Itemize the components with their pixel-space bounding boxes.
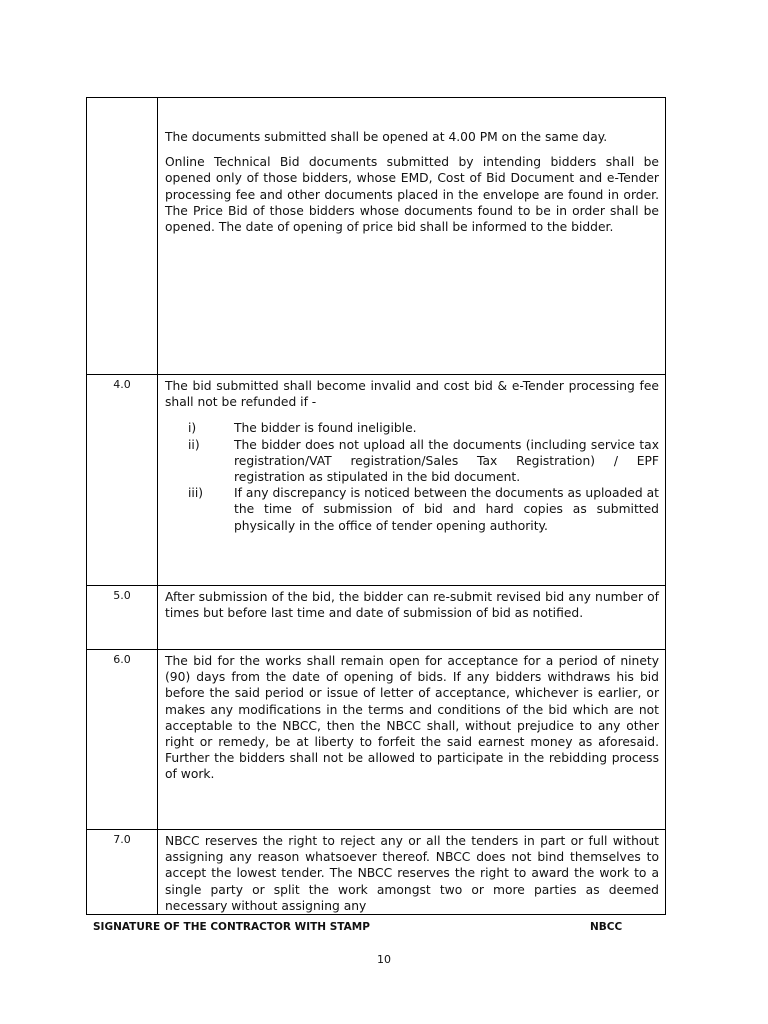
clause-paragraph: After submission of the bid, the bidder can re-submit revised bid any number of times but before last time and date of submission of bid as notified.	[165, 590, 659, 621]
organization-label: NBCC	[590, 921, 623, 933]
list-item-text: The bidder does not upload all the documents (including service tax registration/VAT registration/Sales Tax Registration) / EPF registration as stipulated in the bid document.	[234, 437, 659, 485]
list-item	[165, 437, 659, 486]
clause-paragraph: Online Technical Bid documents submitted by intending bidders shall be opened only of those bidders, whose EMD, Cost of Bid Document and e-Tender processing fee and other documents placed in the envelope are found in order. The Price Bid of those bidders whose documents found to be in order shall be opened. The date of opening of price bid shall be informed to the bidder.	[165, 155, 659, 235]
table-row	[87, 650, 666, 830]
signature-label: SIGNATURE OF THE CONTRACTOR WITH STAMP	[93, 921, 370, 933]
clause-number: 4.0	[87, 375, 158, 586]
list-item-number: ii)	[188, 437, 200, 452]
clause-text-cell	[158, 586, 666, 650]
clauses-table	[86, 97, 666, 915]
table-row	[87, 98, 666, 375]
list-item-text: If any discrepancy is noticed between the documents as uploaded at the time of submission of bid and hard copies as submitted physically in the office of tender opening authority.	[234, 486, 659, 533]
table-row	[87, 830, 666, 915]
clause-number: 7.0	[87, 830, 158, 915]
clause-number	[87, 98, 158, 375]
page-number: 10	[377, 953, 391, 966]
clause-intro: The bid submitted shall become invalid and cost bid & e-Tender processing fee shall not be refunded if -	[165, 379, 659, 410]
list-item-number: iii)	[188, 486, 204, 501]
clause-paragraph: The bid for the works shall remain open for acceptance for a period of ninety (90) days from the date of opening of bids. If any bidders withdraws his bid before the said period or issue of letter of acceptance, whichever is earlier, or makes any modifications in the terms and conditions of the bid which are not acceptable to the NBCC, then the NBCC shall, without prejudice to any other right or remedy, be at liberty to forfeit the said earnest money as aforesaid. Further the bidders shall not be allowed to participate in the rebidding process of work.	[165, 654, 659, 782]
list-item	[165, 420, 659, 436]
list-item-text: The bidder is found ineligible.	[234, 421, 417, 436]
table-row	[87, 375, 666, 586]
clause-paragraph: The documents submitted shall be opened at 4.00 PM on the same day.	[165, 130, 608, 144]
clause-number: 6.0	[87, 650, 158, 830]
clause-paragraph: NBCC reserves the right to reject any or all the tenders in part or full without assigning any reason whatsoever thereof. NBCC does not bind themselves to accept the lowest tender. The NBCC reserves the right to award the work to a single party or split the work amongst two or more parties as deemed necessary without assigning any	[165, 834, 659, 913]
clause-text-cell	[158, 830, 666, 915]
list-item-number: i)	[188, 421, 197, 436]
list-item	[165, 485, 659, 534]
clause-text-cell	[158, 375, 666, 586]
clause-text-cell	[158, 650, 666, 830]
clause-text-cell	[158, 98, 666, 375]
clause-number: 5.0	[87, 586, 158, 650]
condition-list	[165, 420, 659, 533]
table-row	[87, 586, 666, 650]
